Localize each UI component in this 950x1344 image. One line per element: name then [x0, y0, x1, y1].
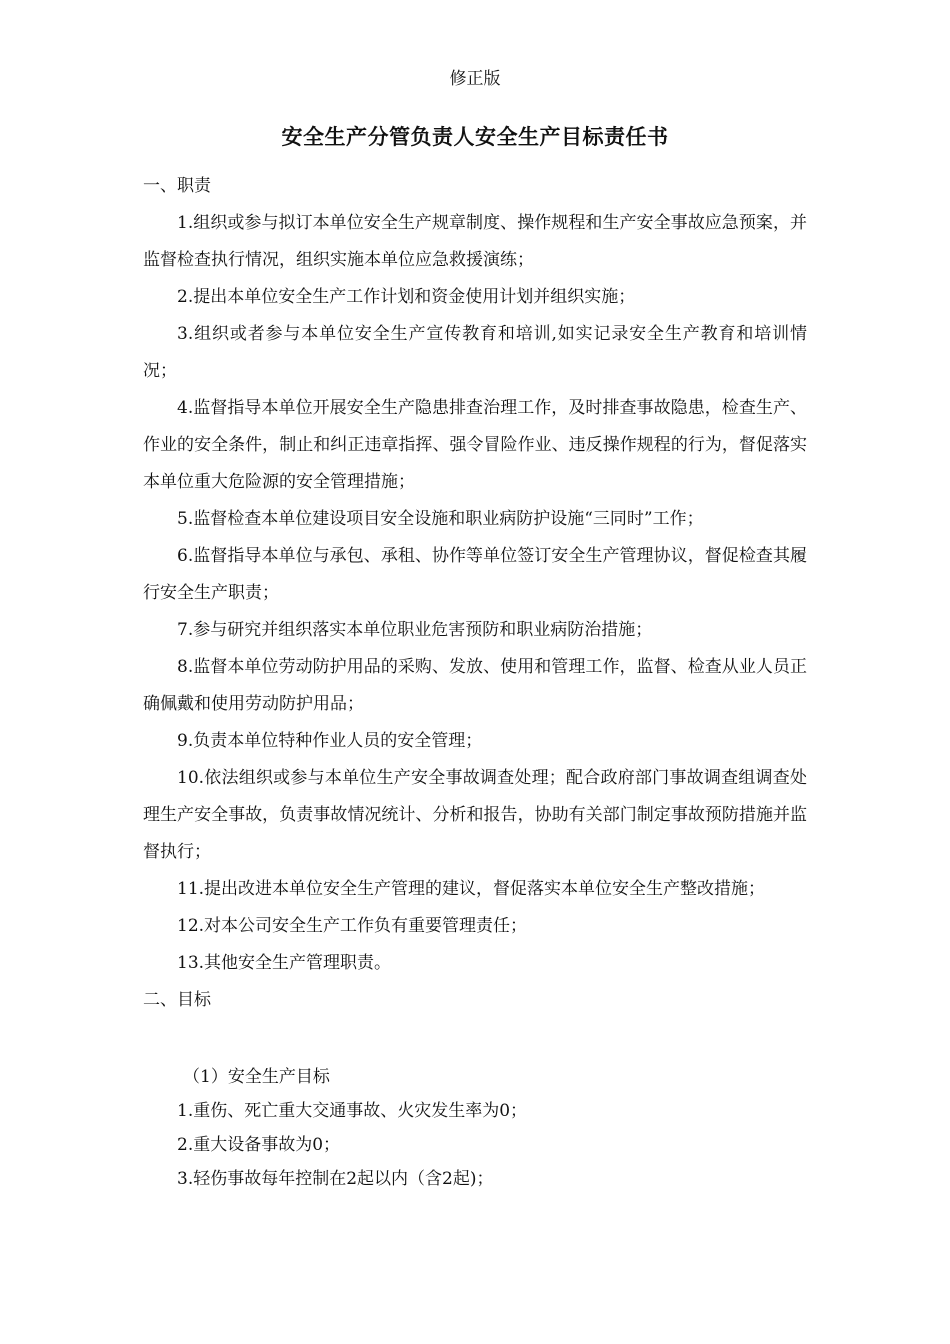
duty-item-4: 4.监督指导本单位开展安全生产隐患排查治理工作，及时排查事故隐患，检查生产、作业的安全条件，制止和纠正违章指挥、强令冒险作业、违反操作规程的行为，督促落实本单位重大危险源的安全管理措施； — [143, 398, 807, 492]
duty-item-10: 10.依法组织或参与本单位生产安全事故调查处理；配合政府部门事故调查组调查处理生产安全事故，负责事故情况统计、分析和报告，协助有关部门制定事故预防措施并监督执行； — [143, 768, 807, 862]
duty-item-11: 11.提出改进本单位安全生产管理的建议，督促落实本单位安全生产整改措施； — [177, 879, 766, 899]
duty-item-12: 12.对本公司安全生产工作负有重要管理责任； — [177, 916, 528, 936]
section-heading-targets: 二、目标 — [143, 990, 211, 1010]
duty-item-3: 3.组织或者参与本单位安全生产宣传教育和培训,如实记录安全生产教育和培训情况； — [143, 324, 807, 381]
duty-item-7: 7.参与研究并组织落实本单位职业危害预防和职业病防治措施； — [177, 620, 653, 640]
duties-section — [143, 168, 807, 1019]
duty-item-13: 13.其他安全生产管理职责。 — [177, 953, 392, 973]
duty-item-1: 1.组织或参与拟订本单位安全生产规章制度、操作规程和生产安全事故应急预案，并监督检查执行情况，组织实施本单位应急救援演练； — [143, 213, 807, 270]
duty-item-9: 9.负责本单位特种作业人员的安全管理； — [177, 731, 483, 751]
targets-section — [143, 1060, 807, 1196]
duty-item-2: 2.提出本单位安全生产工作计划和资金使用计划并组织实施； — [177, 287, 636, 307]
duty-item-6: 6.监督指导本单位与承包、承租、协作等单位签订安全生产管理协议，督促检查其履行安全生产职责； — [143, 546, 807, 603]
target-subheading: （1）安全生产目标 — [183, 1067, 330, 1087]
duty-item-8: 8.监督本单位劳动防护用品的采购、发放、使用和管理工作，监督、检查从业人员正确佩戴和使用劳动防护用品； — [143, 657, 807, 714]
target-item-3: 3.轻伤事故每年控制在2起以内（含2起)； — [177, 1169, 494, 1189]
target-item-1: 1.重伤、死亡重大交通事故、火灾发生率为0； — [177, 1101, 528, 1121]
duty-item-5: 5.监督检查本单位建设项目安全设施和职业病防护设施“三同时”工作； — [177, 509, 704, 529]
version-label: 修正版 — [449, 69, 501, 89]
section-heading-duties: 一、职责 — [143, 176, 211, 196]
document-title: 安全生产分管负责人安全生产目标责任书 — [281, 125, 669, 149]
target-item-2: 2.重大设备事故为0； — [177, 1135, 341, 1155]
